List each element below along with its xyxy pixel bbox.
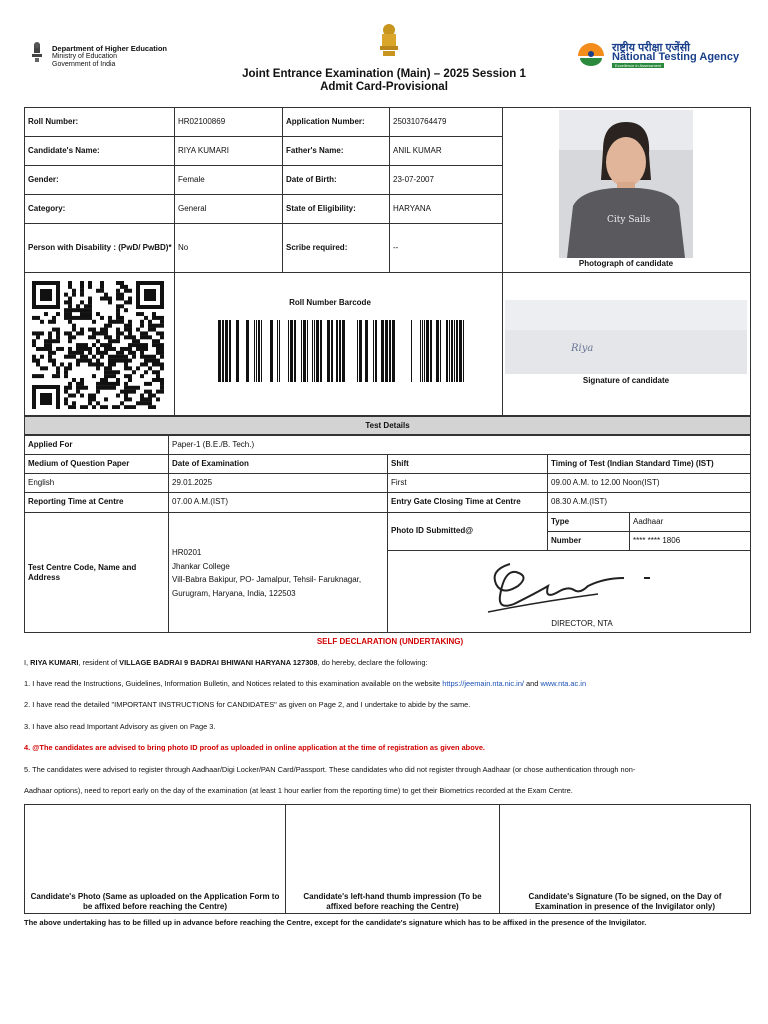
declaration-point-2: 2. I have read the detailed "IMPORTANT INSTRUCTIONS for CANDIDATES" as given on Page 2, and I undertake to abide by the same. [24,700,471,709]
name-label: Candidate's Name: [28,145,100,155]
roll-label: Roll Number: [28,116,79,126]
declaration-point-5-line2: Aadhaar options), need to report early on the day of the examination (at least 1 hour earlier from the reporting time) to get their Biometrics recorded at the Exam Centre. [24,786,573,795]
centre-name: Jhankar College [172,561,230,571]
declarant-address: VILLAGE BADRAI 9 BADRAI BHIWANI HARYANA 127308 [119,658,318,667]
scribe-label: Scribe required: [286,242,348,252]
dept-name: Department of Higher Education [52,44,168,53]
candidate-photo [559,110,693,258]
declaration-point-3: 3. I have also read Important Advisory as given on Page 3. [24,722,216,731]
name-value: RIYA KUMARI [178,145,229,155]
timing-value: 09.00 A.M. to 12.00 Noon(IST) [551,477,660,487]
nta-tagline: Excellence in Assessment [612,63,664,68]
government-name: Government of India [52,61,116,68]
gate-closing-label: Entry Gate Closing Time at Centre [391,497,521,506]
gender-label: Gender: [28,174,59,184]
dob-label: Date of Birth: [286,174,337,184]
centre-address-line1: Vill-Babra Bakipur, PO- Jamalpur, Tehsil- Faruknagar, [172,575,362,584]
timing-label: Timing of Test (Indian Standard Time) (IST) [551,458,714,468]
shift-label: Shift [391,458,409,468]
father-label: Father's Name: [286,145,344,155]
national-emblem-icon [30,42,44,64]
nta-logo [576,40,766,68]
jeemain-link[interactable]: https://jeemain.nta.nic.in/ [442,679,524,688]
medium-value: English [28,477,55,487]
pwd-value: No [178,242,189,252]
declaration-point-1: 1. I have read the Instructions, Guidelines, Information Bulletin, and Notices related to this examination available on the website https://jeemain.nta.nic.in/ and www.nta.ac.in [24,679,587,688]
id-number-label: Number [551,535,582,545]
exam-date-value: 29.01.2025 [172,477,213,487]
director-signature-icon [478,556,658,618]
page-title: Joint Entrance Examination (Main) – 2025 Session 1 [242,68,526,80]
centre-address-line2: Gurugram, Haryana, India, 122503 [172,588,296,598]
id-type-value: Aadhaar [633,516,664,526]
ashoka-emblem-icon [376,22,402,58]
director-label: DIRECTOR, NTA [551,619,613,628]
category-label: Category: [28,203,66,213]
roll-number-barcode [209,320,467,382]
photo-caption: Photograph of candidate [578,259,674,268]
nta-website-link[interactable]: www.nta.ac.in [540,679,587,688]
scribe-value: -- [393,242,399,252]
father-value: ANIL KUMAR [393,145,442,155]
application-label: Application Number: [286,116,365,126]
reporting-value: 07.00 A.M.(IST) [172,497,229,506]
application-value: 250310764479 [393,116,447,126]
centre-code: HR0201 [172,548,202,557]
exam-date-label: Date of Examination [172,458,249,468]
nta-english-name: National Testing Agency [612,51,740,63]
nta-logo-icon [576,42,606,66]
test-details-heading: Test Details [365,420,410,430]
id-type-label: Type [551,516,570,526]
svg-text:City Sails: City Sails [607,215,651,225]
centre-label: Test Centre Code, Name and Address [28,562,137,582]
gate-closing-value: 08.30 A.M.(IST) [551,497,608,506]
reporting-label: Reporting Time at Centre [28,497,124,506]
applied-value: Paper-1 (B.E./B. Tech.) [172,439,255,449]
candidate-photo-box-label: Candidate's Photo (Same as uploaded on the Application Form to be affixed before reaching the Centre) [30,892,280,911]
barcode-caption: Roll Number Barcode [289,298,371,307]
declaration-point-5-line1: 5. The candidates were advised to register through Aadhaar/Digi Locker/PAN Card/Passport. These candidates who did not register through Aadhaar (or chose authentication through non- [24,765,636,774]
shift-value: First [391,477,407,487]
footer-note: The above undertaking has to be filled up in advance before reaching the Centre, except for the candidate's signature which has to be affixed in the presence of the Invigilator. [24,918,647,927]
state-value: HARYANA [393,203,431,213]
roll-value: HR02100869 [178,116,226,126]
medium-label: Medium of Question Paper [28,458,130,468]
applied-label: Applied For [28,439,73,449]
qr-code-icon [32,281,166,409]
declaration-heading: SELF DECLARATION (UNDERTAKING) [316,637,464,646]
thumb-impression-box-label: Candidate's left-hand thumb impression (To be affixed before reaching the Centre) [303,892,482,911]
svg-text:Riya: Riya [571,343,594,354]
declaration-point-4: 4. @The candidates are advised to bring photo ID proof as uploaded in online application at the time of registration as given above. [24,743,485,752]
declaration-intro: I, RIYA KUMARI, resident of VILLAGE BADRAI 9 BADRAI BHIWANI HARYANA 127308, do hereby, declare the following: [24,658,428,667]
candidate-signature-box-label: Candidate's Signature (To be signed, on the Day of Examination in presence of the Invigilator only) [528,892,722,911]
signature-caption: Signature of candidate [582,376,670,385]
state-label: State of Eligibility: [286,203,356,213]
dob-value: 23-07-2007 [393,174,434,184]
category-value: General [178,203,207,213]
candidate-signature-image [505,300,747,374]
pwd-label: Person with Disability : (PwD/ PwBD)* [28,242,172,252]
declarant-name: RIYA KUMARI [30,658,79,667]
id-number-value: **** **** 1806 [633,535,681,545]
photo-id-label: Photo ID Submitted@ [391,526,474,535]
centre-address [172,546,384,600]
page-subtitle: Admit Card-Provisional [320,81,448,93]
nta-hindi-name: राष्ट्रीय परीक्षा एजेंसी [612,42,690,54]
ministry-name: Ministry of Education [52,53,117,60]
gender-value: Female [178,174,205,184]
